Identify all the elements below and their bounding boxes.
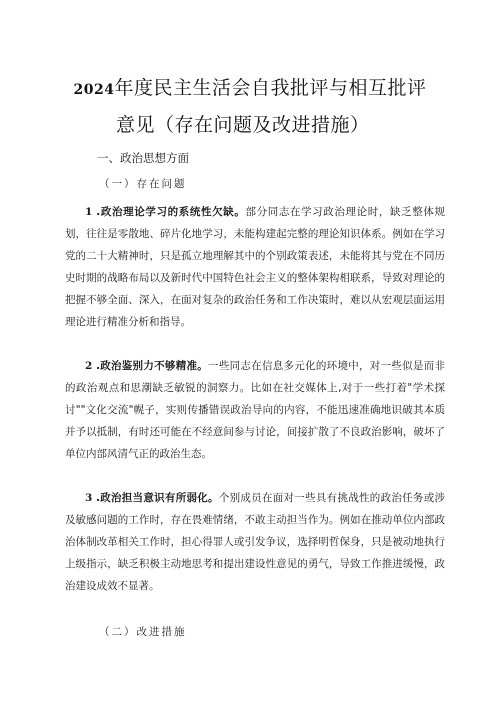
- item-lead: .政治理论学习的系统性欠缺。: [96, 206, 246, 218]
- title-line-1: [0, 77, 500, 101]
- item-number: 3: [85, 492, 93, 504]
- item-body: 一些同志在信息多元化的环境中，对一些似是而非的政治观点和思潮缺乏敏锐的洞察力。比如在社交媒体上,对于一些打着"学术探讨""文化交流"幌子，实则传播错误政治导向的内容，不能迅速准确地识破其本质并予以抵制，有时还可能在不经意间参与讨论，间接扩散了不良政治影响，破坏了单位内部风清气正的政治生态。: [65, 360, 445, 461]
- item-number: 2: [85, 360, 93, 372]
- title-year: 2024: [73, 82, 115, 98]
- item-body: 个别成员在面对一些具有挑战性的政治任务或涉及敏感问题的工作时，存在畏难情绪，不敢主动担当作为。例如在推动单位内部政治体制改革相关工作时，担心得罪人或引发争议，选择明哲保身，只是被动地执行上级指示，缺乏积极主动地思考和提出建设性意见的勇气，导致工作推进缓慢，政治建设成效不显著。: [65, 492, 445, 593]
- subsection-heading-problems: （一）存在问题: [99, 178, 187, 190]
- item-body: 部分同志在学习政治理论时，缺乏整体规划，往往是零散地、碎片化地学习，未能构建起完整的理论知识体系。例如在学习党的二十大精神时，只是孤立地理解其中的个别政策表述，未能将其与党在不同历史时期的战略布局以及新时代中国特色社会主义的整体架构相联系，导致对理论的把握不够全面、深入，在面对复杂的政治任务和工作决策时，难以从宏观层面运用理论进行精准分析和指导。: [65, 206, 445, 329]
- subsection-heading-measures: （二）改进措施: [99, 626, 187, 638]
- item-lead: .政治担当意识有所弱化。: [95, 492, 219, 504]
- paragraph-item-2: [65, 355, 445, 465]
- item-lead: .政治鉴别力不够精准。: [95, 360, 209, 372]
- paragraph-item-3: [65, 487, 445, 597]
- section-heading: 一、政治思想方面: [97, 151, 189, 165]
- title-line-2: 意见（存在问题及改进措施）: [116, 114, 370, 136]
- paragraph-item-1: [65, 201, 445, 334]
- item-number: 1: [85, 206, 93, 218]
- title-line-1-text: 年度民主生活会自我批评与相互批评: [114, 77, 427, 99]
